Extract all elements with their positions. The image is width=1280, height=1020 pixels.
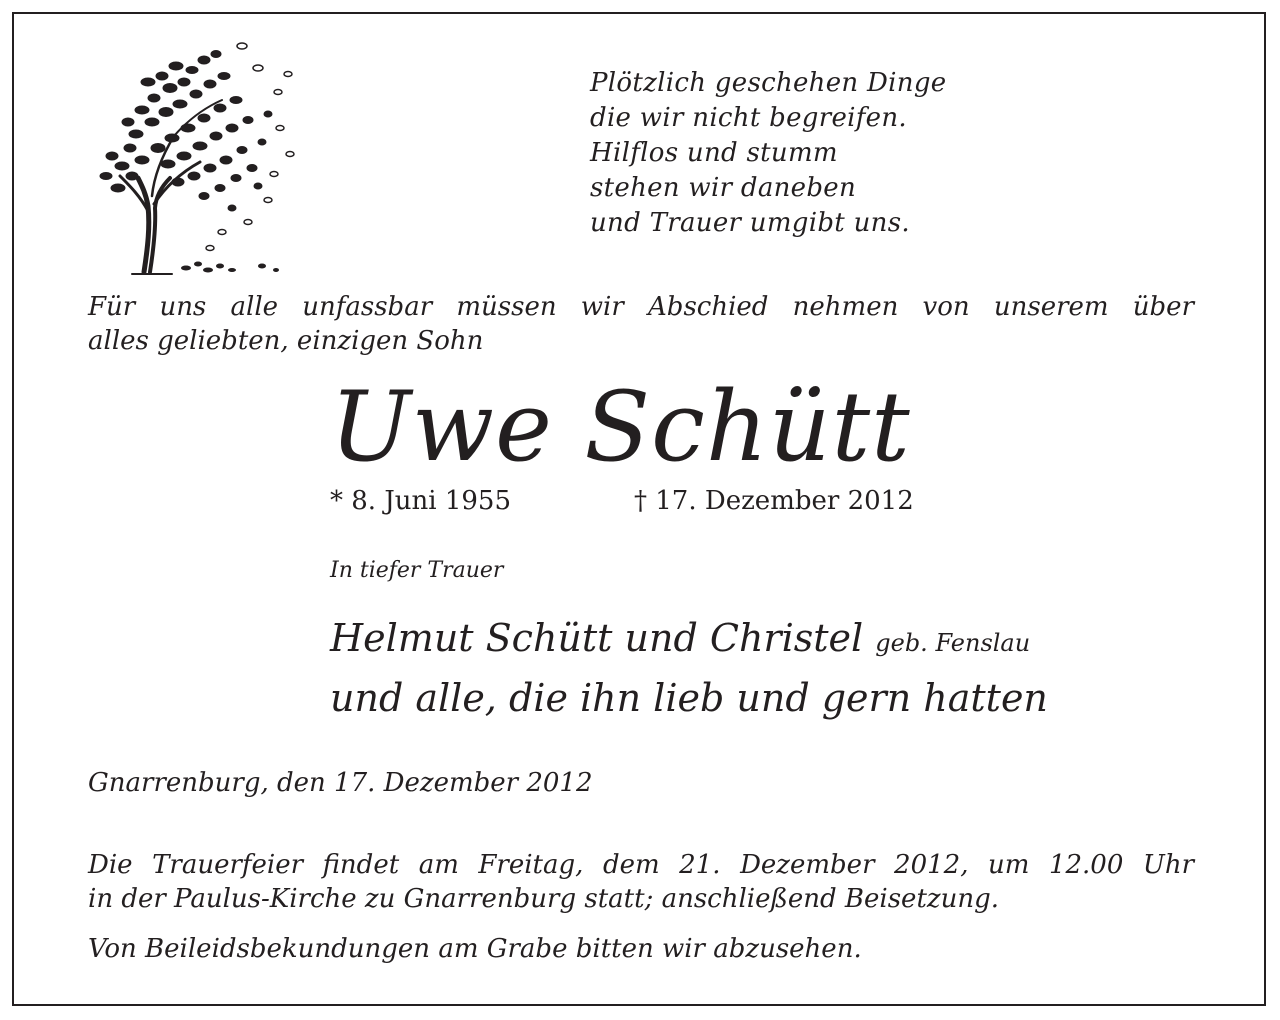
closing-note: Von Beileidsbekundungen am Grabe bitten wir abzusehen. bbox=[88, 934, 862, 964]
family-names bbox=[330, 614, 1030, 667]
death-date: † 17. Dezember 2012 bbox=[634, 486, 914, 516]
poem-line: die wir nicht begreifen. bbox=[590, 103, 907, 133]
maiden-name: geb. Fenslau bbox=[875, 629, 1031, 657]
other-mourners: und alle, die ihn lieb und gern hatten bbox=[330, 676, 1048, 720]
parents-names: Helmut Schütt und Christel bbox=[330, 616, 864, 660]
place-and-date: Gnarrenburg, den 17. Dezember 2012 bbox=[88, 768, 593, 798]
intro-line: alles geliebten, einzigen Sohn bbox=[88, 326, 484, 356]
intro-text bbox=[88, 290, 1194, 358]
mourning-label: In tiefer Trauer bbox=[330, 558, 504, 583]
funeral-service-info bbox=[88, 848, 1194, 916]
intro-line: Für uns alle unfassbar müssen wir Abschied nehmen von unserem über bbox=[88, 292, 1194, 322]
service-line: in der Paulus-Kirche zu Gnarrenburg statt; anschließend Beisetzung. bbox=[88, 884, 999, 914]
windblown-tree-icon bbox=[92, 36, 302, 281]
poem bbox=[590, 66, 946, 241]
service-line: Die Trauerfeier findet am Freitag, dem 21. Dezember 2012, um 12.00 Uhr bbox=[88, 850, 1194, 880]
deceased-name: Uwe Schütt bbox=[330, 371, 911, 483]
poem-line: Hilflos und stumm bbox=[590, 138, 838, 168]
poem-line: Plötzlich geschehen Dinge bbox=[590, 68, 947, 98]
poem-line: stehen wir daneben bbox=[590, 173, 857, 203]
birth-date: * 8. Juni 1955 bbox=[330, 486, 511, 516]
poem-line: und Trauer umgibt uns. bbox=[590, 208, 910, 238]
